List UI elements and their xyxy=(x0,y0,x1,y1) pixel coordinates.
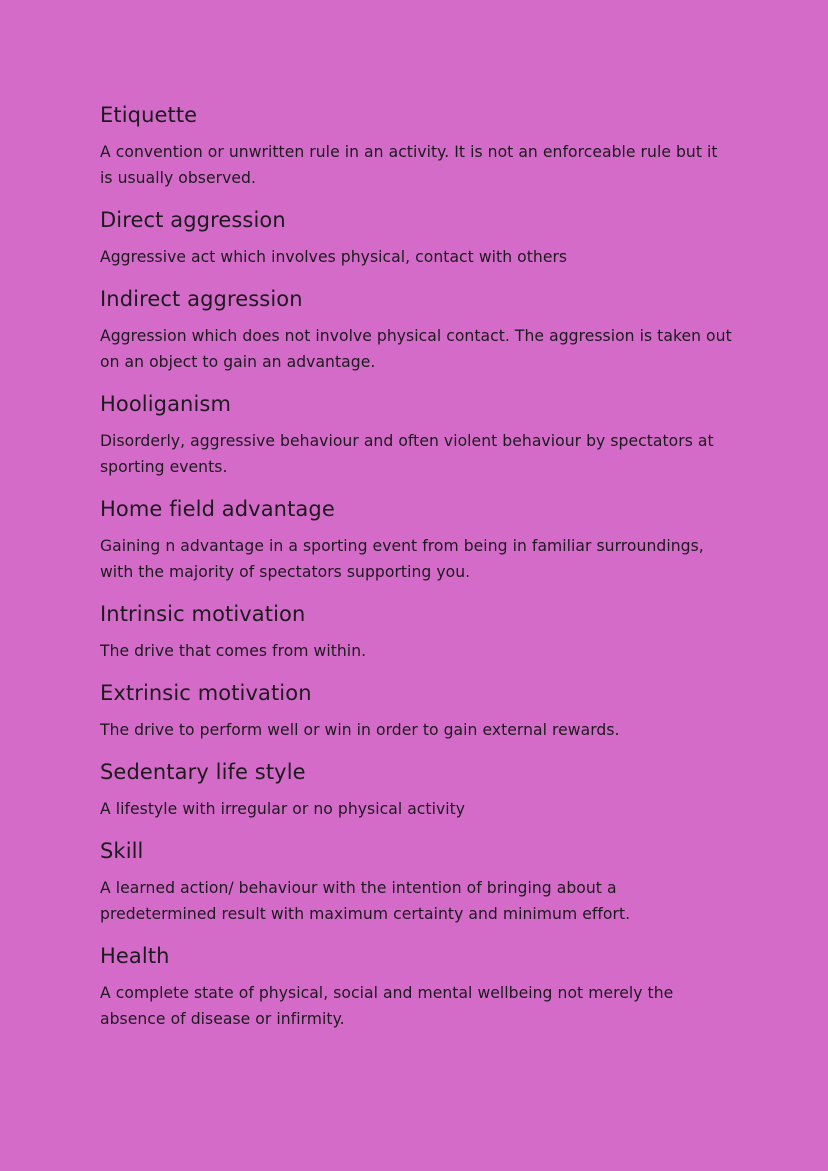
glossary-entry-direct-aggression xyxy=(100,206,732,270)
term-definition: The drive that comes from within. xyxy=(100,642,367,660)
term-heading: Etiquette xyxy=(100,103,198,127)
term-definition: A lifestyle with irregular or no physical activity xyxy=(100,800,466,818)
glossary-entry-skill xyxy=(100,837,732,927)
term-definition: Disorderly, aggressive behaviour and often violent behaviour by spectators at sporting events. xyxy=(100,432,714,476)
term-heading: Extrinsic motivation xyxy=(100,681,312,705)
glossary-entry-intrinsic-motivation xyxy=(100,600,732,664)
term-definition: The drive to perform well or win in order to gain external rewards. xyxy=(100,721,620,739)
term-heading: Skill xyxy=(100,839,144,863)
term-definition: A learned action/ behaviour with the intention of bringing about a predetermined result with maximum certainty and minimum effort. xyxy=(100,879,631,923)
term-definition: A convention or unwritten rule in an activity. It is not an enforceable rule but it is usually observed. xyxy=(100,143,718,187)
term-definition: Aggression which does not involve physical contact. The aggression is taken out on an object to gain an advantage. xyxy=(100,327,732,371)
term-heading: Direct aggression xyxy=(100,208,286,232)
term-heading: Hooliganism xyxy=(100,392,231,416)
term-heading: Indirect aggression xyxy=(100,287,303,311)
term-definition: A complete state of physical, social and mental wellbeing not merely the absence of disease or infirmity. xyxy=(100,984,674,1028)
glossary-entry-indirect-aggression xyxy=(100,285,732,375)
glossary-entry-extrinsic-motivation xyxy=(100,679,732,743)
term-heading: Sedentary life style xyxy=(100,760,306,784)
term-definition: Gaining n advantage in a sporting event from being in familiar surroundings, with the majority of spectators supporting you. xyxy=(100,537,704,581)
glossary-entry-etiquette xyxy=(100,101,732,191)
term-heading: Home field advantage xyxy=(100,497,335,521)
term-heading: Health xyxy=(100,944,170,968)
term-heading: Intrinsic motivation xyxy=(100,602,306,626)
glossary-entry-hooliganism xyxy=(100,390,732,480)
glossary-entry-home-field-advantage xyxy=(100,495,732,585)
term-definition: Aggressive act which involves physical, contact with others xyxy=(100,248,568,266)
glossary-entry-health xyxy=(100,942,732,1032)
glossary-entry-sedentary-life-style xyxy=(100,758,732,822)
